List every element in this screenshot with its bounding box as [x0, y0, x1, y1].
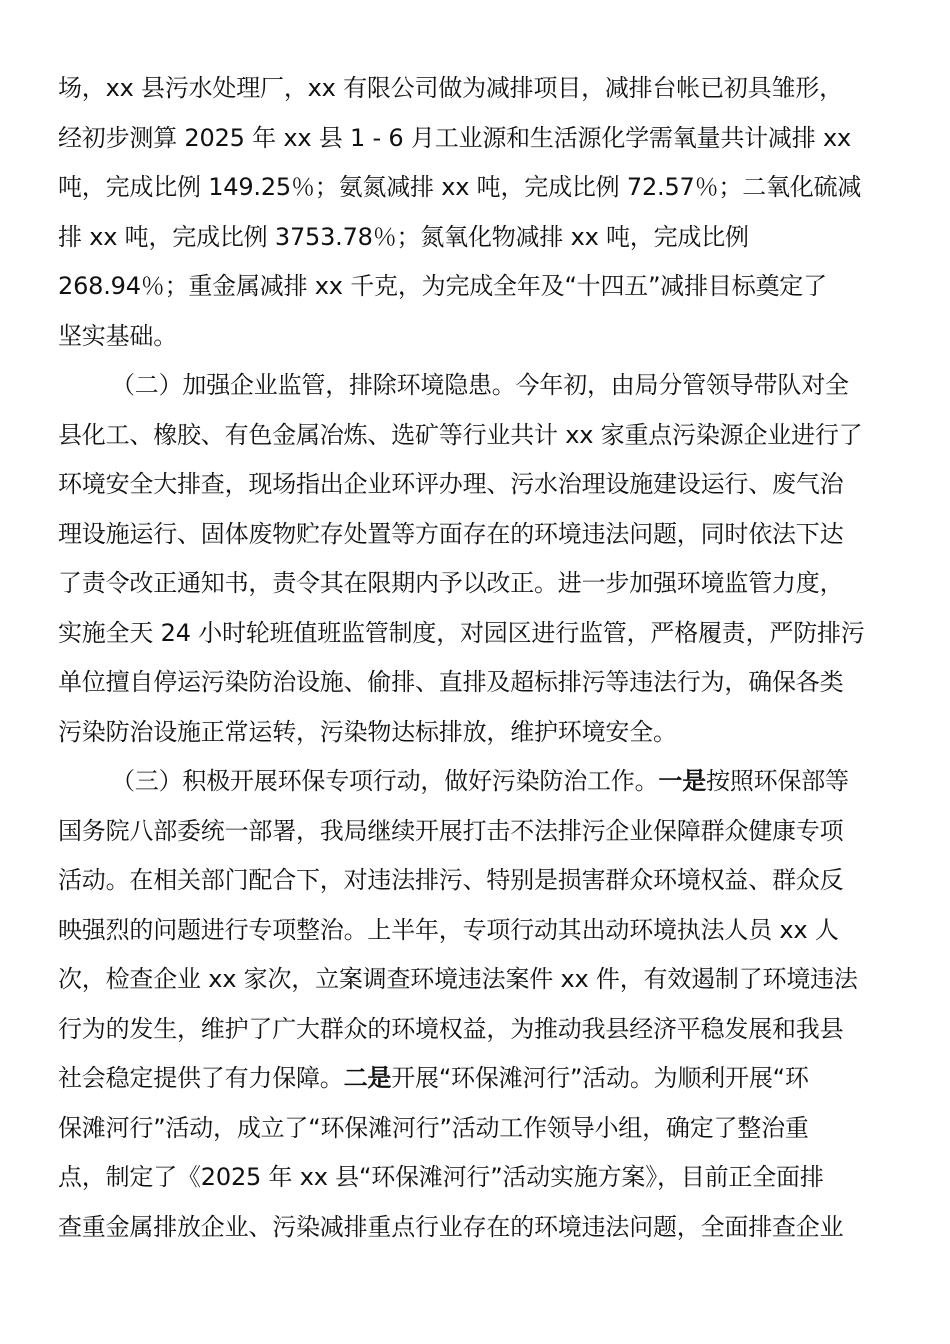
para3-line7-prefix: 社会稳定提供了有力保障。: [58, 1064, 344, 1092]
para3-line: [58, 1054, 892, 1104]
para3-line: 保滩河行”活动，成立了“环保滩河行”活动工作领导小组，确定了整治重: [58, 1113, 809, 1142]
para3-line: 活动。在相关部门配合下，对违法排污、特别是损害群众环境权益、群众反: [58, 866, 844, 894]
para2-line: 县化工、橡胶、有色金属冶炼、选矿等行业共计 xx 家重点污染源企业进行了: [58, 420, 863, 449]
para2-line: 单位擅自停运污染防治设施、偷排、直排及超标排污等违法行为，确保各类: [58, 668, 844, 696]
para3-line7-bold: 二是: [343, 1064, 392, 1092]
para1-line: 吨，完成比例 149.25％；氨氮减排 xx 吨，完成比例 72.57％；二氧化硫减: [58, 173, 862, 201]
para3-line: 次，检查企业 xx 家次，立案调查环境违法案件 xx 件，有效遏制了环境违法: [58, 965, 858, 993]
para3-line1-prefix: （三）积极开展环保专项行动，做好污染防治工作。: [111, 767, 659, 795]
para3-line1-suffix: 按照环保部等: [706, 767, 849, 795]
para1-line: 场，xx 县污水处理厂，xx 有限公司做为减排项目，减排台帐已初具雏形，: [58, 74, 843, 102]
para3-line: 国务院八部委统一部署，我局继续开展打击不法排污企业保障群众健康专项: [58, 816, 844, 845]
para2-line: 污染防治设施正常运转，污染物达标排放，维护环境安全。: [58, 717, 677, 746]
para2-line: （二）加强企业监管，排除环境隐患。今年初，由局分管领导带队对全: [111, 371, 849, 399]
para2-line: 实施全天 24 小时轮班值班监管制度，对园区进行监管，严格履责，严防排污: [58, 618, 865, 647]
para1-line: 排 xx 吨，完成比例 3753.78％；氮氧化物减排 xx 吨，完成比例: [58, 222, 749, 251]
para3-line: 行为的发生，维护了广大群众的环境权益，为推动我县经济平稳发展和我县: [58, 1014, 844, 1043]
para1-line: 坚实基础。: [58, 321, 177, 350]
para3-line1-bold: 一是: [658, 767, 707, 795]
para2-line: 了责令改正通知书，责令其在限期内予以改正。进一步加强环境监管力度，: [58, 569, 844, 597]
para3-line: 点，制定了《2025 年 xx 县“环保滩河行”活动实施方案》，目前正全面排: [58, 1163, 824, 1191]
para3-line7-suffix: 开展“环保滩河行”活动。为顺利开展“环: [391, 1064, 809, 1092]
para1-line: 268.94％；重金属减排 xx 千克，为完成全年及“十四五”减排目标奠定了: [58, 272, 827, 300]
para2-line: 环境安全大排查，现场指出企业环评办理、污水治理设施建设运行、废气治: [58, 470, 844, 498]
para1-line: 经初步测算 2025 年 xx 县 1 - 6 月工业源和生活源化学需氧量共计减排 xx: [58, 123, 851, 152]
para3-line: 查重金属排放企业、污染减排重点行业存在的环境违法问题，全面排查企业: [58, 1212, 844, 1241]
para2-line: 理设施运行、固体废物贮存处置等方面存在的环境违法问题，同时依法下达: [58, 519, 844, 548]
para3-line: [58, 757, 892, 807]
document-body: [58, 64, 892, 1252]
para3-line: 映强烈的问题进行专项整治。上半年，专项行动其出动环境执法人员 xx 人: [58, 915, 839, 944]
